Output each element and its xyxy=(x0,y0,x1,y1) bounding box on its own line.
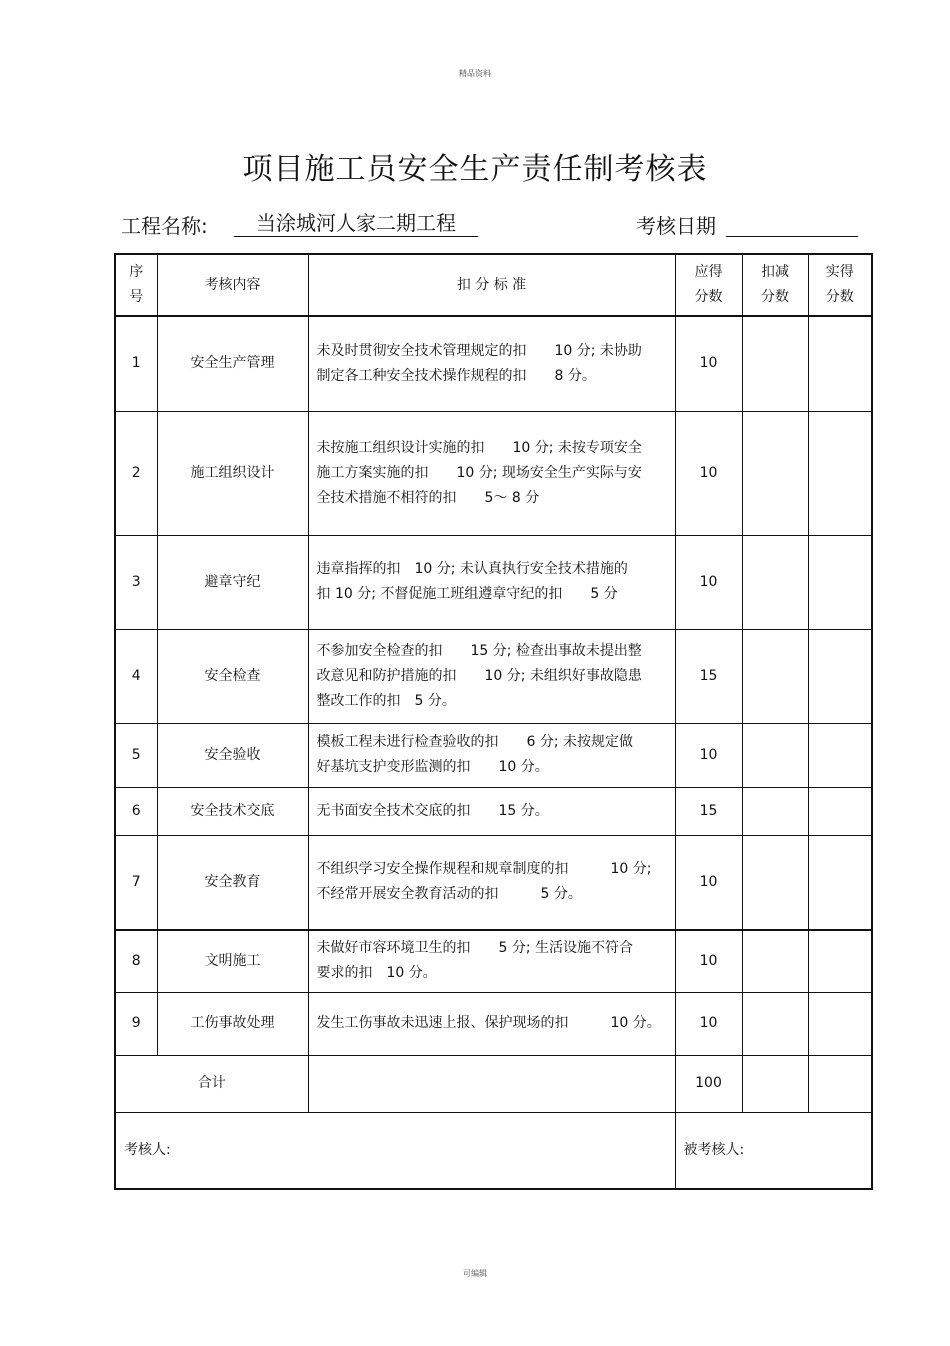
row-content: 安全技术交底 xyxy=(157,787,308,835)
row-deduct-cell[interactable] xyxy=(742,723,808,787)
header-note: 精品资料 xyxy=(459,69,491,78)
row-actual-cell[interactable] xyxy=(808,723,872,787)
table-row xyxy=(115,787,872,835)
table-row xyxy=(115,535,872,629)
row-content: 避章守纪 xyxy=(157,535,308,629)
row-no: 5 xyxy=(115,723,157,787)
row-deduct-cell[interactable] xyxy=(742,411,808,535)
row-standard: 违章指挥的扣 10 分; 未认真执行安全技术措施的 扣 10 分; 不督促施工班组遵章守纪的扣 5 分 xyxy=(308,535,675,629)
row-due-score: 10 xyxy=(675,316,742,411)
row-deduct-cell[interactable] xyxy=(742,787,808,835)
row-content: 安全验收 xyxy=(157,723,308,787)
header-seq: 序 号 xyxy=(115,254,157,316)
row-no: 7 xyxy=(115,835,157,930)
assessor-label: 考核人: xyxy=(115,1112,308,1189)
row-no: 8 xyxy=(115,930,157,992)
date-blank-line xyxy=(726,236,858,237)
header-standard: 扣 分 标 准 xyxy=(308,254,675,316)
row-due-score: 10 xyxy=(675,835,742,930)
header-deduct-score: 扣减 分数 xyxy=(742,254,808,316)
row-no: 9 xyxy=(115,992,157,1055)
row-deduct-cell[interactable] xyxy=(742,316,808,411)
row-actual-cell[interactable] xyxy=(808,535,872,629)
row-standard: 未做好市容环境卫生的扣 5 分; 生活设施不符合 要求的扣 10 分。 xyxy=(308,930,675,992)
row-deduct-cell[interactable] xyxy=(742,835,808,930)
row-standard: 未及时贯彻安全技术管理规定的扣 10 分; 未协助 制定各工种安全技术操作规程的扣 8 分。 xyxy=(308,316,675,411)
row-actual-cell[interactable] xyxy=(808,629,872,723)
row-content: 施工组织设计 xyxy=(157,411,308,535)
row-due-score: 15 xyxy=(675,787,742,835)
page-title: 项目施工员安全生产责任制考核表 xyxy=(242,152,708,187)
row-content: 安全检查 xyxy=(157,629,308,723)
header-actual-score: 实得 分数 xyxy=(808,254,872,316)
footer-note: 可编辑 xyxy=(463,1269,487,1278)
row-no: 6 xyxy=(115,787,157,835)
row-standard: 不组织学习安全操作规程和规章制度的扣 10 分; 不经常开展安全教育活动的扣 5 分。 xyxy=(308,835,675,930)
row-no: 3 xyxy=(115,535,157,629)
row-due-score: 10 xyxy=(675,930,742,992)
row-due-score: 10 xyxy=(675,723,742,787)
row-actual-cell[interactable] xyxy=(808,835,872,930)
row-due-score: 10 xyxy=(675,535,742,629)
row-deduct-cell[interactable] xyxy=(742,992,808,1055)
row-actual-cell[interactable] xyxy=(808,930,872,992)
table-row xyxy=(115,992,872,1055)
row-actual-cell[interactable] xyxy=(808,787,872,835)
total-row xyxy=(115,1055,872,1112)
assessee-label[interactable]: 被考核人: xyxy=(675,1112,872,1189)
row-content: 文明施工 xyxy=(157,930,308,992)
signature-row xyxy=(115,1112,872,1189)
row-content: 安全教育 xyxy=(157,835,308,930)
row-deduct-cell[interactable] xyxy=(742,629,808,723)
row-actual-cell[interactable] xyxy=(808,411,872,535)
row-no: 4 xyxy=(115,629,157,723)
table-row xyxy=(115,316,872,411)
row-content: 工伤事故处理 xyxy=(157,992,308,1055)
row-content: 安全生产管理 xyxy=(157,316,308,411)
header-content: 考核内容 xyxy=(157,254,308,316)
row-due-score: 10 xyxy=(675,411,742,535)
project-name: 当涂城河人家二期工程 xyxy=(234,210,478,237)
row-deduct-cell[interactable] xyxy=(742,535,808,629)
total-standard-cell xyxy=(308,1055,675,1112)
row-due-score: 10 xyxy=(675,992,742,1055)
row-actual-cell[interactable] xyxy=(808,316,872,411)
date-label: 考核日期 xyxy=(636,214,716,238)
row-standard: 未按施工组织设计实施的扣 10 分; 未按专项安全 施工方案实施的扣 10 分; 现场安全生产实际与安 全技术措施不相符的扣 5～ 8 分 xyxy=(308,411,675,535)
total-deduct-cell[interactable] xyxy=(742,1055,808,1112)
table-row xyxy=(115,629,872,723)
row-no: 2 xyxy=(115,411,157,535)
table-row xyxy=(115,930,872,992)
row-no: 1 xyxy=(115,316,157,411)
total-actual-cell[interactable] xyxy=(808,1055,872,1112)
project-label: 工程名称: xyxy=(121,214,208,238)
total-score: 100 xyxy=(675,1055,742,1112)
header-due-score: 应得 分数 xyxy=(675,254,742,316)
row-standard: 模板工程未进行检查验收的扣 6 分; 未按规定做 好基坑支护变形监测的扣 10 分。 xyxy=(308,723,675,787)
row-standard: 发生工伤事故未迅速上报、保护现场的扣 10 分。 xyxy=(308,992,675,1055)
table-row xyxy=(115,723,872,787)
total-label: 合计 xyxy=(115,1055,308,1112)
row-standard: 无书面安全技术交底的扣 15 分。 xyxy=(308,787,675,835)
table-header-row xyxy=(115,254,872,316)
assessment-table xyxy=(114,253,873,1190)
assessor-signature-field[interactable] xyxy=(308,1112,675,1189)
row-actual-cell[interactable] xyxy=(808,992,872,1055)
row-standard: 不参加安全检查的扣 15 分; 检查出事故未提出整 改意见和防护措施的扣 10 分; 未组织好事故隐患 整改工作的扣 5 分。 xyxy=(308,629,675,723)
row-due-score: 15 xyxy=(675,629,742,723)
table-row xyxy=(115,411,872,535)
table-row xyxy=(115,835,872,930)
row-deduct-cell[interactable] xyxy=(742,930,808,992)
